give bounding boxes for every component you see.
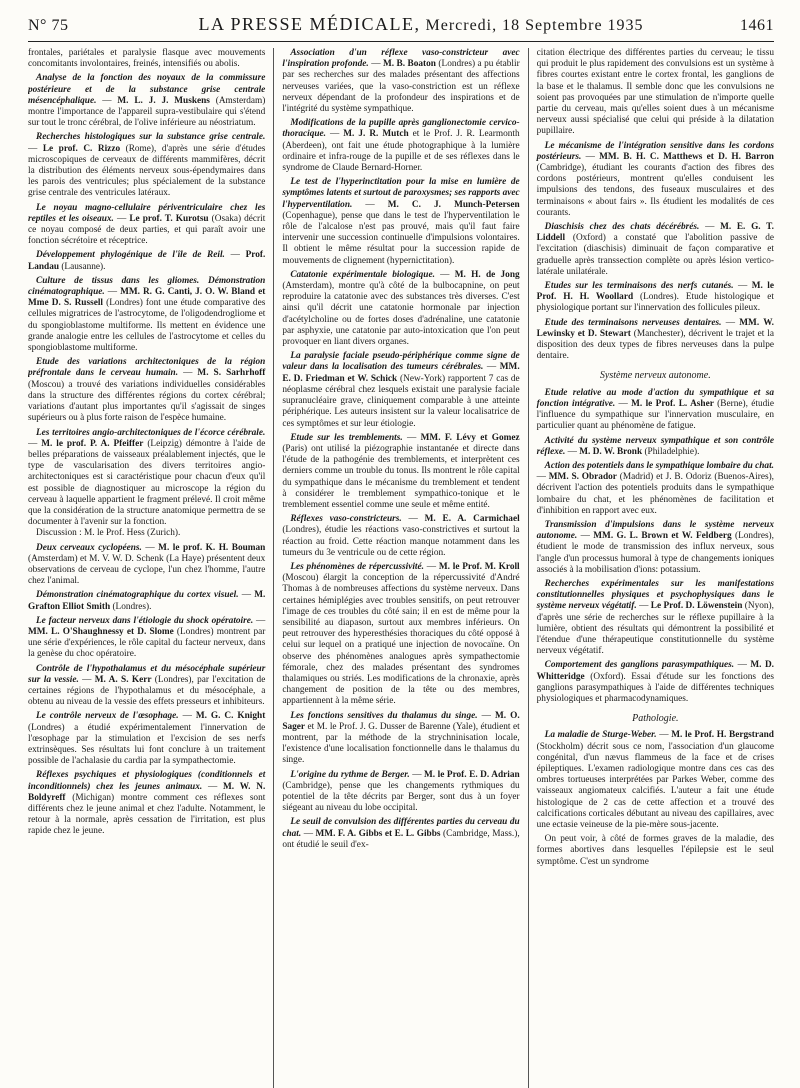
- entry-title: Recherches expérimentales sur les manifestations constitutionnelles physiques et psychophysiques dans le système nerveux végétatif.: [536, 578, 774, 612]
- entry-body: et M. le Prof. J. G. Dusser de Barenne (Yale), étudient et montrent, par la méthode de la strychninisation locale, l'existence d'une localisation fonctionnelle dans le thalamus du singe.: [282, 721, 520, 766]
- entry-title: Contrôle de l'hypothalamus et du mésocéphale supérieur sur la vessie.: [28, 663, 266, 685]
- entry-title: Etude des variations architectoniques de la région préfrontale dans le cerveau humain.: [28, 357, 266, 379]
- entry-title: Etude sur les tremblements.: [290, 432, 403, 443]
- entry-authors: M. E. A. Carmichael: [424, 514, 520, 525]
- abstract-entry: [282, 177, 519, 267]
- abstract-entry: [282, 711, 519, 767]
- entry-body: (Oxford). Essai d'étude sur les fonctions des ganglions parasympathiques à l'aide de différentes techniques physiologiques et pharmacodynamiques.: [536, 671, 774, 704]
- column-3: [528, 48, 774, 1088]
- entry-title: Etude des terminaisons nerveuses dentaires.: [544, 317, 722, 328]
- entry-authors: M. le Prof. H. Bergstrand: [671, 730, 774, 741]
- entry-authors: M. le Prof. H. H. Woollard: [536, 281, 774, 303]
- entry-body: (Oxford) a constaté que l'abolition passive de l'excitation (diaschisis) diminuait de façon comparative et graduelle après transsection complète ou après lésion vertico-latérale unilatérale.: [536, 233, 774, 277]
- abstract-entry: [537, 281, 774, 315]
- entry-separator: —: [536, 472, 549, 483]
- entry-title: Analyse de la fonction des noyaux de la commissure postérieure et de la substance grise centrale mésencéphalique.: [28, 73, 266, 106]
- entry-separator: —: [477, 710, 495, 721]
- abstract-entry: [282, 433, 519, 511]
- entry-body: (Moscou) élargit la conception de la répercussivité d'André Thomas à de nombreuses affections du système nerveux. Dans certaines hémiplégies avec troubles sensitifs, on peut retrouver l'image de ces troubles du côté sain; il en est de même pour la sensibilité au diapason, surtout aux membres inférieurs. On peut retrouver des hyperesthésies thoraciques du côté opposé à celui sur lequel on a pratiqué une injection de novocaïne. On observe des phénomènes analogues après sympathectomie fémorale, chez des malades présentant des syndromes thalamiques ou striés. Les modifications de la chronaxie, après changement de position de la tête ou des membres, appartiennent à la même série.: [282, 573, 520, 707]
- entry-authors: M. S. Sarhrhoff: [197, 368, 266, 379]
- entry-title: L'origine du rythme de Berger.: [290, 769, 410, 780]
- entry-separator: —: [565, 446, 580, 457]
- entry-title: Recherches histologiques sur la substance grise centrale.: [36, 132, 266, 143]
- entry-title: La maladie de Sturge-Weber.: [544, 730, 657, 741]
- section-heading: Système nerveux autonome.: [599, 370, 711, 382]
- entry-authors: MM. B. H. C. Matthews et D. H. Barron: [599, 151, 774, 162]
- entry-body: et le Prof. J. R. Learmonth (Aberdeen), ont fait une étude photographique à la lumière ordinaire et infra-rouge de la pupille et de ses réflexes dans le syndrome de Claude Bernard-Horner.: [282, 129, 520, 174]
- entry-separator: —: [699, 222, 721, 233]
- entry-body: (Amsterdam), montre qu'à côté de la bulbocapnine, on peut reproduire la catatonie avec des substances très diverses. C'est ainsi qu'il décrit une catatonie hormonale par injection d'acétylcholine ou de fortes doses d'adrénaline, une catatonie par asphyxie, une catatonie par auto-intoxication que l'on peut provoquer en liant divers organes.: [282, 281, 520, 348]
- abstract-entry: [28, 770, 265, 837]
- entry-authors: M. le Prof. M. Kroll: [438, 561, 520, 572]
- issue-number: N° 75: [28, 17, 69, 34]
- masthead: [28, 14, 774, 42]
- entry-separator: —: [615, 398, 632, 409]
- abstract-entry: [28, 48, 265, 70]
- entry-body: (Londres), étudie les réactions vaso-constrictives et surtout la réaction au froid. Cette réaction manque notamment dans les tumeurs du 3e ventricule ou de cette région.: [282, 525, 520, 558]
- abstract-entry: [537, 388, 774, 433]
- abstract-entry: [282, 514, 519, 559]
- entry-body: (Stockholm) décrit sous ce nom, l'association d'un glaucome congénital, d'un nævus flammeus de la face et de crises épileptiques. L'examen radiologique montre dans ces cas des ombres tortueuses interprétées par Parkes Weber, comme des vaisseaux angiomateux calcifiés. L'auteur a fait une étude histologique de 2 cas de cette affection et a trouvé des calcifications corticales débutant au niveau des capillaires, avec une ectasie veineuse de la pie-mère sous-jacente.: [536, 741, 774, 830]
- entry-separator: —: [409, 769, 425, 780]
- abstract-entry: [28, 590, 265, 612]
- entry-separator: —: [401, 514, 425, 525]
- article-columns: [28, 48, 774, 1088]
- entry-body: (Michigan) montre comment ces réflexes sont différents chez le jeune animal et chez l'adulte. Notamment, le retour à la normale, après cessation de l'irritation, est plus rapide chez le jeune.: [28, 792, 266, 837]
- entry-title: Les fonctions sensitives du thalamus du singe.: [290, 710, 478, 721]
- entry-title: Le contrôle nerveux de l'œsophage.: [36, 711, 179, 722]
- abstract-entry: [28, 250, 265, 272]
- entry-separator: —: [96, 95, 118, 106]
- entry-separator: —: [224, 250, 246, 261]
- entry-authors: MM. S. Obrador: [548, 472, 617, 483]
- abstract-entry: [28, 132, 265, 199]
- entry-authors: M. O. Sager: [282, 710, 520, 732]
- journal-title: LA PRESSE MÉDICALE,: [198, 14, 421, 34]
- issue-date: Mercredi, 18 Septembre 1935: [425, 17, 644, 34]
- abstract-entry: [282, 48, 519, 115]
- entry-separator: —: [402, 432, 421, 443]
- entry-body: (Londres), étudient le mode de transmission des influx nerveux, sous l'angle d'un processus humoral à type de changements ioniques associés à la mobilisation d'ions: potassium.: [536, 531, 774, 575]
- entry-body: On peut voir, à côté de formes graves de la maladie, des formes abortives dans lesquelles l'épilepsie est le seul symptôme. C'est un syndrome: [536, 834, 774, 867]
- entry-body: (Lausanne).: [59, 261, 106, 272]
- entry-title: Association d'un réflexe vaso-constricteur avec l'inspiration profonde.: [282, 48, 520, 70]
- entry-title: Modifications de la pupille après ganglionectomie cervico-thoracique.: [282, 118, 520, 140]
- abstract-entry: [537, 730, 774, 831]
- entry-separator: —: [202, 781, 224, 792]
- abstract-entry: [28, 616, 265, 661]
- entry-separator: —: [434, 269, 455, 280]
- entry-title: Le seuil de convulsion des différentes parties du cerveau du chat.: [282, 817, 520, 839]
- entry-title: Le facteur nerveux dans l'étiologie du shock opératoire.: [36, 615, 254, 626]
- entry-separator: —: [721, 317, 740, 328]
- entry-authors: M. le Prof. L. Asher: [631, 398, 714, 409]
- entry-separator: —: [734, 660, 751, 671]
- entry-authors: M. B. Boaton: [382, 59, 436, 70]
- entry-body: (Londres) a étudié expérimentalement l'innervation de l'œsophage par la stimulation et l'excision de ses nerfs extrinsèques. Ses résultats lui font conclure à un traitement possible de l'achalasie du cardia par la sympathectomie.: [28, 722, 266, 767]
- entry-authors: MM. W. Lewinsky et D. Stewart: [536, 317, 774, 339]
- abstract-entry: [537, 436, 774, 458]
- abstract-entry: [28, 357, 265, 424]
- entry-authors: MM. R. G. Canti, J. O. W. Bland et Mme D. S. Russell: [28, 287, 266, 309]
- abstract-entry: [282, 351, 519, 429]
- entry-title: Culture de tissus dans les gliomes. Démonstration cinématographique.: [28, 275, 266, 298]
- entry-title: Deux cerveaux cyclopéens.: [36, 542, 142, 553]
- entry-authors: Le Prof. D. Löwenstein: [650, 601, 743, 612]
- entry-body: (Berne), étudie l'influence du sympathique sur l'innervation musculaire, en particulier quant au phénomène de fatigue.: [536, 398, 774, 432]
- abstract-entry: [28, 711, 265, 767]
- entry-body: (Londres) montrent par une série d'expériences, le rôle capital du facteur nerveux, dans la genèse du choc opératoire.: [28, 626, 266, 660]
- abstract-entry: [537, 660, 774, 705]
- entry-authors: Prof. Landau: [28, 250, 266, 272]
- entry-separator: —: [78, 674, 95, 685]
- entry-authors: Le prof. C. Rizzo: [42, 143, 121, 154]
- entry-body: (Osaka) décrit ce noyau composé de deux parties, et qui paraît avoir une fonction sécrétoire et réceptrice.: [28, 213, 266, 247]
- entry-authors: M. le prof. K. H. Bouman: [158, 542, 266, 553]
- abstract-entry: [537, 222, 774, 278]
- abstract-entry: [28, 276, 265, 354]
- entry-title: Diaschisis chez des chats décérébrés.: [544, 222, 700, 233]
- entry-separator: —: [423, 561, 439, 572]
- entry-body: (Londres).: [110, 601, 152, 612]
- entry-title: Le test de l'hyperinctitation pour la mise en lumière de symptômes latents et surtout de paroxysmes; ses rapports avec l'hyperventilation.: [282, 177, 520, 210]
- entry-authors: M. C. J. Munch-Petersen: [387, 199, 520, 210]
- entry-body: (Cambridge), pense que les changements rythmiques du potentiel de la tête décrits par Berger, sont dus à un foyer siégeant au niveau du lobe occipital.: [282, 780, 520, 814]
- entry-body: (New-York) rapportent 7 cas de néoplasme cérébral chez lesquels existait une paralysie faciale supranucléaire grave, cliniquement comparable à une atteinte périphérique. Les auteurs insistent sur la valeur localisatrice de ces symptômes et sur leur étiologie.: [282, 373, 520, 429]
- column-2: [273, 48, 527, 1088]
- entry-body: (Londres). Etude histologique et physiologique portant sur l'innervation des follicules pileux.: [536, 292, 774, 314]
- page-number: 1461: [740, 17, 774, 34]
- entry-authors: M. E. G. T. Liddell: [536, 222, 774, 244]
- entry-body: (Londres), par l'excitation de certaines régions de l'hypothalamus et du mésocéphale, a obtenu au niveau de la vessie des effets presseurs et inhibiteurs.: [28, 674, 266, 708]
- entry-separator: —: [636, 601, 651, 612]
- entry-body: (Amsterdam) et M. V. W. D. Schenk (La Haye) présentent deux observations de cerveau de cyclope, l'un chez l'homme, l'autre chez l'animal.: [28, 553, 266, 587]
- entry-title: Développement phylogénique de l'île de Reil.: [36, 250, 225, 261]
- entry-title: Réflexes vaso-constricteurs.: [290, 514, 402, 525]
- entry-separator: —: [325, 129, 344, 140]
- entry-title: Le noyau magno-cellulaire périventriculaire chez les reptiles et les oiseaux.: [28, 202, 266, 224]
- entry-authors: M. W. N. Boldyreff: [28, 781, 266, 803]
- entry-title: Les phénomènes de répercussivité.: [290, 561, 424, 572]
- entry-authors: M. le prof. P. A. Pfeiffer: [41, 438, 144, 449]
- column-1: [28, 48, 273, 1088]
- entry-body: (Rome), d'après une série d'études microscopiques de cerveaux de différents mammifères, décrit la distribution des éléments nerveux sous-épendymaires dans les parois des ventricules; plus spécialement de la substance grise centrale des ventricules latéraux.: [28, 143, 266, 199]
- abstract-entry: [537, 48, 774, 138]
- entry-body: (Copenhague), pense que dans le test de l'hyperventilation le rôle de l'alcalose n'est pas prouvé, mais qu'il faut faire intervenir une succession continuelle d'impulsions volontaires. Il obtient le même résultat pour la succession rapide de mouvements de clignement (hypernictitation).: [282, 210, 520, 266]
- entry-body: (Philadelphie).: [642, 446, 700, 457]
- entry-body: (Londres) a pu établir par ses recherches sur des malades présentant des affections nerveuses variées, que la vaso-constriction est un réflexe nerveux dépendant de la profondeur des inspirations et de l'intégrité du système sympathique.: [282, 59, 520, 115]
- entry-authors: MM. F. Lévy et Gomez: [420, 432, 520, 443]
- entry-body: (Londres) font une étude comparative des cellules migratrices de l'astrocytome, de l'oligodendrogliome et du spongioblastome multiforme. Ils mettent en évidence une grande analogie entre les cellules de l'astrocytome et celles du spongioblastome multiforme.: [28, 298, 266, 354]
- abstract-entry: [282, 270, 519, 348]
- entry-discussion: Discussion : M. le Prof. Hess (Zurich).: [36, 528, 181, 539]
- abstract-entry: [537, 834, 774, 868]
- entry-separator: —: [733, 281, 752, 292]
- entry-title: Etudes sur les terminaisons des nerfs cutanés.: [544, 281, 734, 292]
- entry-body: (Leipzig) démontre à l'aide de belles préparations de vaisseaux préalablement injectés, que le type de vascularisation des divers territoires angio-architectoniques est si caractéristique pour chacun d'eux qu'il est possible de diagnostiquer au microscope la région du cerveau à laquelle appartient le fragment prélevé. Il croit même que la considération de la structure anatomique permettra de se documenter à l'avenir sur la fonction.: [28, 438, 266, 528]
- abstract-entry: [537, 318, 774, 363]
- entry-separator: —: [178, 368, 198, 379]
- abstract-entry: [537, 461, 774, 517]
- entry-separator: —: [104, 287, 121, 298]
- entry-authors: MM. F. A. Gibbs et E. L. Gibbs: [315, 828, 441, 839]
- entry-title: Activité du système nerveux sympathique et son contrôle réflexe.: [536, 435, 774, 457]
- entry-separator: —: [28, 438, 42, 449]
- abstract-entry: [282, 562, 519, 708]
- abstract-entry: [537, 141, 774, 219]
- entry-body: (Nyon), d'après une série de recherches sur le réflexe pupillaire à la lumière, obtient des résultats qui démontrent la possibilité et l'étendue d'une thérapeutique constitutionnelle du système nerveux végétatif.: [536, 601, 774, 657]
- entry-title: Réflexes psychiques et physiologiques (conditionnels et inconditionnels) chez les jeunes animaux.: [28, 770, 266, 792]
- entry-title: Comportement des ganglions parasympathiques.: [544, 660, 735, 671]
- entry-authors: Le prof. T. Kurotsu: [129, 213, 209, 224]
- entry-body: frontales, pariétales et paralysie flasque avec mouvements concomitants involontaires, freinés, intensifiés ou abolis.: [28, 48, 266, 70]
- entry-separator: —: [301, 828, 316, 839]
- entry-separator: —: [352, 199, 388, 210]
- entry-title: Transmission d'impulsions dans le système nerveux autonome.: [536, 519, 774, 542]
- entry-separator: —: [483, 362, 500, 373]
- abstract-entry: [537, 579, 774, 657]
- abstract-entry: [282, 118, 519, 174]
- entry-title: Les territoires angio-architectoniques de l'écorce cérébrale.: [36, 427, 266, 438]
- entry-separator: —: [577, 531, 594, 542]
- entry-body: citation électrique des différentes parties du cerveau; le tissu qui produit le plus rapidement des convulsions est un système à fibres courtes existant entre le cortex frontal, les ganglions de la base et le thalamus. Il semble donc que les convulsions ne soient pas provoquées par une stimulation de n'importe quelle partie du cerveau, mais qu'elles soient dues à un mécanisme nerveux aussi spécialisé que celui qui préside à la dilatation pupillaire.: [536, 48, 774, 137]
- entry-authors: M. H. de Jong: [454, 269, 520, 280]
- entry-separator: —: [656, 730, 672, 741]
- abstract-entry: [28, 203, 265, 248]
- entry-authors: M. A. S. Kerr: [94, 674, 152, 685]
- entry-authors: MM. E. D. Friedman et W. Schick: [282, 362, 520, 384]
- entry-authors: M. D. Whitteridge: [536, 660, 774, 682]
- entry-authors: M. G. C. Knight: [195, 711, 266, 722]
- entry-title: La paralysie faciale pseudo-périphérique comme signe de valeur dans la localisation des tumeurs cérébrales.: [282, 351, 520, 373]
- entry-separator: —: [141, 542, 159, 553]
- entry-authors: M. le Prof. E. D. Adrian: [424, 769, 520, 780]
- entry-body: (Amsterdam) montre l'importance de l'appareil supra-vestibulaire qui s'étend sur tout le tronc cérébral, de l'olive inférieure au néostriatum.: [28, 95, 266, 129]
- abstract-entry: [28, 543, 265, 588]
- entry-authors: M. Grafton Elliot Smith: [28, 590, 266, 612]
- entry-body: (Paris) ont utilisé la piézographie instantanée et directe dans l'étude de la pathogénie des tremblements, et interprètent ces derniers comme un trouble du tonus. Ils montrent le rôle capital du sympathique dans le mécanisme du tremblement et tendent à considérer le tremblement sympathico-tonique et le tremblement essentiel comme une seule et même entité.: [282, 443, 520, 510]
- abstract-entry: [537, 520, 774, 576]
- entry-authors: MM. G. L. Brown et W. Feldberg: [593, 531, 732, 542]
- entry-separator: —: [368, 59, 383, 70]
- entry-separator: —: [178, 711, 196, 722]
- entry-title: Démonstration cinématographique du cortex visuel.: [36, 590, 239, 601]
- entry-separator: —: [113, 213, 130, 224]
- masthead-center: [128, 14, 714, 35]
- entry-authors: MM. L. O'Shaughnessy et D. Slome: [28, 626, 174, 637]
- entry-body: (Moscou) a trouvé des variations individuelles considérables dans la structure des différentes régions du cortex cérébral; variations d'autant plus importantes qu'il s'agissait de singes supérieurs ou à plus forte raison de l'espèce humaine.: [28, 379, 266, 424]
- abstract-entry: [28, 428, 265, 540]
- abstract-entry: [28, 73, 265, 129]
- entry-authors: M. L. J. J. Muskens: [117, 95, 210, 106]
- entry-title: Action des potentiels dans le sympathique lombaire du chat.: [544, 460, 774, 471]
- entry-title: Le mécanisme de l'intégration sensitive dans les cordons postérieurs.: [536, 140, 774, 162]
- entry-authors: M. D. W. Bronk: [579, 446, 643, 457]
- entry-title: Etude relative au mode d'action du sympathique et sa fonction intégrative.: [536, 387, 774, 409]
- abstract-entry: [282, 770, 519, 815]
- entry-body: (Madrid) et J. B. Odoriz (Buenos-Aires), décrivent l'action des potentiels produits dans le sympathique lombaire du chat, et les phénomènes de facilitation et d'inhibition en rapport avec eux.: [536, 472, 774, 516]
- entry-body: (Cambridge), étudiant les courants d'action des fibres des cordons postérieurs, montrent qu'elles conduisent les impulsions des tendons, des fuseaux musculaires et des terminaisons « about fairs ». Ils étudient les modalités de ces courants.: [536, 163, 774, 218]
- entry-title: Catatonie expérimentale biologique.: [290, 269, 435, 280]
- entry-separator: —: [253, 615, 266, 626]
- entry-body: (Cambridge, Mass.), ont étudié le seuil d'ex-: [282, 828, 520, 850]
- abstract-entry: [28, 664, 265, 709]
- section-heading: Pathologie.: [632, 713, 679, 725]
- entry-separator: —: [581, 151, 600, 162]
- entry-separator: —: [28, 143, 43, 154]
- entry-body: (Manchester), décrivent le trajet et la disposition des deux types de fibres nerveuses dans la pulpe dentaire.: [536, 328, 774, 362]
- entry-separator: —: [238, 590, 255, 601]
- abstract-entry: [282, 817, 519, 851]
- entry-authors: M. J. R. Mutch: [343, 129, 409, 140]
